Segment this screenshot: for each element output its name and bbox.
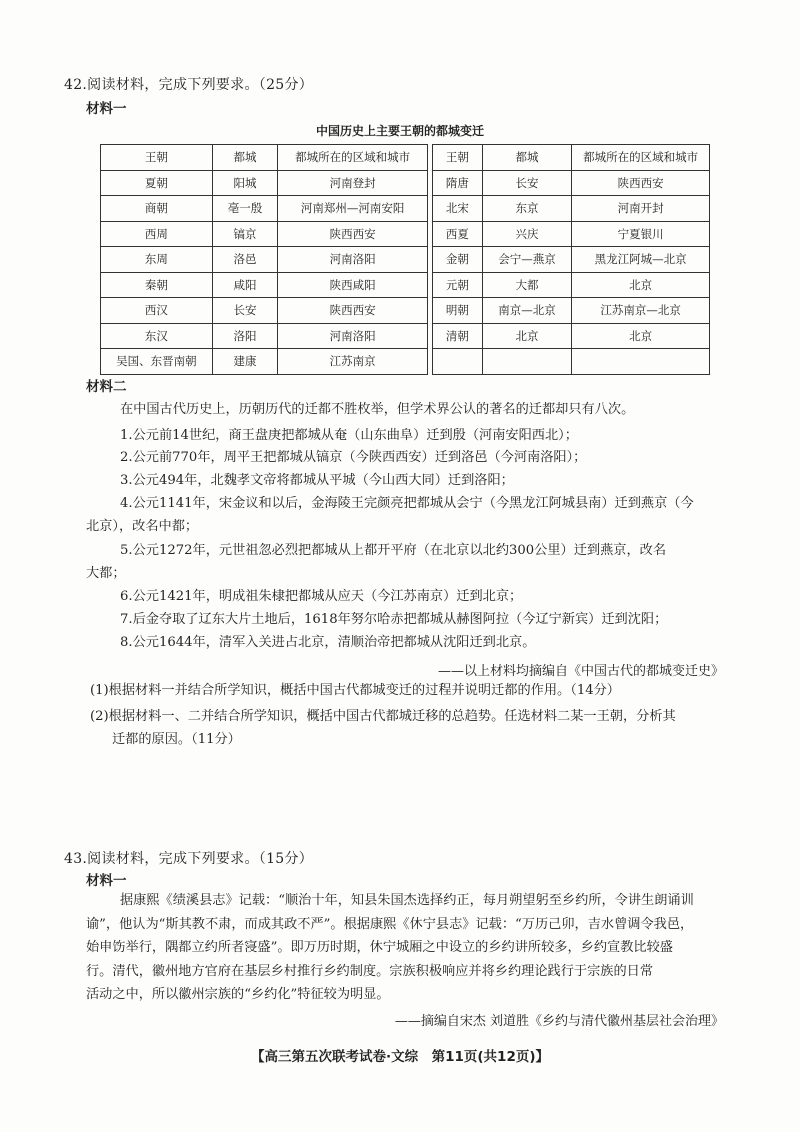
table-cell: 咸阳 <box>212 272 278 298</box>
table-cell: 西周 <box>101 221 213 247</box>
question-42-heading: 42.阅读材料，完成下列要求。（25分） <box>64 77 314 93</box>
list-item-continued: 大都； <box>86 566 126 581</box>
table-cell: 南京—北京 <box>482 298 572 324</box>
list-item: 3.公元494年，北魏孝文帝将都城从平城（今山西大同）迁到洛阳； <box>120 473 514 488</box>
capital-table-right <box>432 144 710 375</box>
table-row <box>101 196 428 222</box>
table-row <box>433 272 710 298</box>
table-cell: 河南洛阳 <box>278 323 428 349</box>
material-1-label: 材料一 <box>86 101 127 117</box>
table-cell: 镐京 <box>212 221 278 247</box>
table-cell: 清朝 <box>433 323 483 349</box>
table-cell: 吴国、东晋南朝 <box>101 349 213 375</box>
table-cell: 明朝 <box>433 298 483 324</box>
table-row <box>433 170 710 196</box>
header-capital: 都城 <box>212 145 278 171</box>
table-cell: 阳城 <box>212 170 278 196</box>
table-cell: 大都 <box>482 272 572 298</box>
list-item: 4.公元1141年，宋金议和以后，金海陵王完颜亮把都城从会宁（今黑龙江阿城县南）迁到燕京（今 <box>120 496 694 511</box>
material-1-label: 材料一 <box>86 873 127 889</box>
table-cell: 洛邑 <box>212 247 278 273</box>
table-row <box>101 349 428 375</box>
table-row <box>101 272 428 298</box>
list-item-continued: 北京），改名中都； <box>86 519 199 534</box>
table-cell: 北京 <box>572 323 710 349</box>
table-cell: 陕西咸阳 <box>278 272 428 298</box>
header-capital: 都城 <box>482 145 572 171</box>
table-row <box>101 323 428 349</box>
table-cell: 商朝 <box>101 196 213 222</box>
material-2-intro: 在中国古代历史上，历朝历代的迁都不胜枚举，但学术界公认的著名的迁都却只有八次。 <box>120 402 635 417</box>
material-2-label: 材料二 <box>86 379 127 395</box>
table-cell: 江苏南京 <box>278 349 428 375</box>
sub-question-2-continued: 迁都的原因。（11分） <box>112 732 241 747</box>
table-cell: 兴庆 <box>482 221 572 247</box>
list-item: 1.公元前14世纪，商王盘庚把都城从奄（山东曲阜）迁到殷（河南安阳西北）； <box>120 428 578 443</box>
sub-question-2: (2)根据材料一、二并结合所学知识，概括中国古代都城迁移的总趋势。任选材料二某一王朝，分析其 <box>90 709 676 724</box>
sub-question-1: (1)根据材料一并结合所学知识，概括中国古代都城变迁的过程并说明迁都的作用。（14分） <box>90 683 620 698</box>
table-row <box>433 349 710 375</box>
table-header-row <box>433 145 710 171</box>
table-row <box>101 170 428 196</box>
header-dynasty: 王朝 <box>433 145 483 171</box>
table-cell <box>433 349 483 375</box>
table-row <box>101 298 428 324</box>
table-cell: 西夏 <box>433 221 483 247</box>
table-cell: 陕西西安 <box>572 170 710 196</box>
table-cell: 江苏南京—北京 <box>572 298 710 324</box>
page-footer: 【高三第五次联考试卷·文综 第11页(共12页)】 <box>250 1049 550 1065</box>
table-cell: 河南郑州—河南安阳 <box>278 196 428 222</box>
table-cell: 河南洛阳 <box>278 247 428 273</box>
paragraph-line: 行。清代，徽州地方官府在基层乡村推行乡约制度。宗族积极响应并将乡约理论践行于宗族的日常 <box>86 964 654 979</box>
header-region: 都城所在的区域和城市 <box>572 145 710 171</box>
table-cell: 长安 <box>482 170 572 196</box>
table-cell: 亳一殷 <box>212 196 278 222</box>
table-row <box>433 221 710 247</box>
table-cell: 河南开封 <box>572 196 710 222</box>
table-row <box>433 196 710 222</box>
table-cell: 东周 <box>101 247 213 273</box>
table-cell: 宁夏银川 <box>572 221 710 247</box>
table-cell <box>572 349 710 375</box>
list-item: 5.公元1272年，元世祖忽必烈把都城从上都开平府（在北京以北约300公里）迁到燕京，改名 <box>120 543 667 558</box>
table-header-row <box>101 145 428 171</box>
paragraph-line: 据康熙《绩溪县志》记载：“顺治十年，知县朱国杰选择约正，每月朔望躬至乡约所，令讲生朗诵训 <box>120 893 694 908</box>
question-43-heading: 43.阅读材料，完成下列要求。（15分） <box>64 851 314 867</box>
table-cell: 隋唐 <box>433 170 483 196</box>
table-cell: 陕西西安 <box>278 221 428 247</box>
table-cell: 河南登封 <box>278 170 428 196</box>
header-dynasty: 王朝 <box>101 145 213 171</box>
table-row <box>101 247 428 273</box>
list-item: 2.公元前770年，周平王把都城从镐京（今陕西西安）迁到洛邑（今河南洛阳）； <box>120 450 587 465</box>
table-cell: 秦朝 <box>101 272 213 298</box>
table-cell: 会宁—燕京 <box>482 247 572 273</box>
table-cell: 北京 <box>572 272 710 298</box>
table-row <box>433 323 710 349</box>
material-source: ——摘编自宋杰 刘道胜《乡约与清代徽州基层社会治理》 <box>394 1014 724 1029</box>
table-cell: 金朝 <box>433 247 483 273</box>
paragraph-line: 谕”，他认为“斯其教不肃，而成其政不严”。根据康熙《休宁县志》记载：“万历己卯，吉水曾调令我邑， <box>86 917 694 932</box>
table-cell: 西汉 <box>101 298 213 324</box>
list-item: 6.公元1421年，明成祖朱棣把都城从应天（今江苏南京）迁到北京； <box>120 589 523 604</box>
table-cell: 北宋 <box>433 196 483 222</box>
table-cell: 东京 <box>482 196 572 222</box>
table-cell: 建康 <box>212 349 278 375</box>
table-cell: 北京 <box>482 323 572 349</box>
table-row <box>101 221 428 247</box>
list-item: 8.公元1644年，清军入关进占北京，清顺治帝把都城从沈阳迁到北京。 <box>120 635 536 650</box>
capital-table-title: 中国历史上主要王朝的都城变迁 <box>315 124 484 138</box>
table-cell: 黑龙江阿城—北京 <box>572 247 710 273</box>
capital-table-left <box>100 144 428 375</box>
paragraph-line: 始申饬举行，隅都立约所者寖盛”。即万历时期，休宁城厢之中设立的乡约讲所较多，乡约宣教比较盛 <box>86 940 673 955</box>
table-cell <box>482 349 572 375</box>
paragraph-line: 活动之中，所以徽州宗族的“乡约化”特征较为明显。 <box>86 987 390 1002</box>
material-source: ——以上材料均摘编自《中国古代的都城变迁史》 <box>437 664 724 679</box>
table-cell: 洛阳 <box>212 323 278 349</box>
table-cell: 东汉 <box>101 323 213 349</box>
table-cell: 元朝 <box>433 272 483 298</box>
list-item: 7.后金夺取了辽东大片土地后，1618年努尔哈赤把都城从赫图阿拉（今辽宁新宾）迁到沈阳； <box>120 612 668 627</box>
table-cell: 夏朝 <box>101 170 213 196</box>
table-row <box>433 298 710 324</box>
table-cell: 陕西西安 <box>278 298 428 324</box>
table-row <box>433 247 710 273</box>
header-region: 都城所在的区域和城市 <box>278 145 428 171</box>
table-cell: 长安 <box>212 298 278 324</box>
